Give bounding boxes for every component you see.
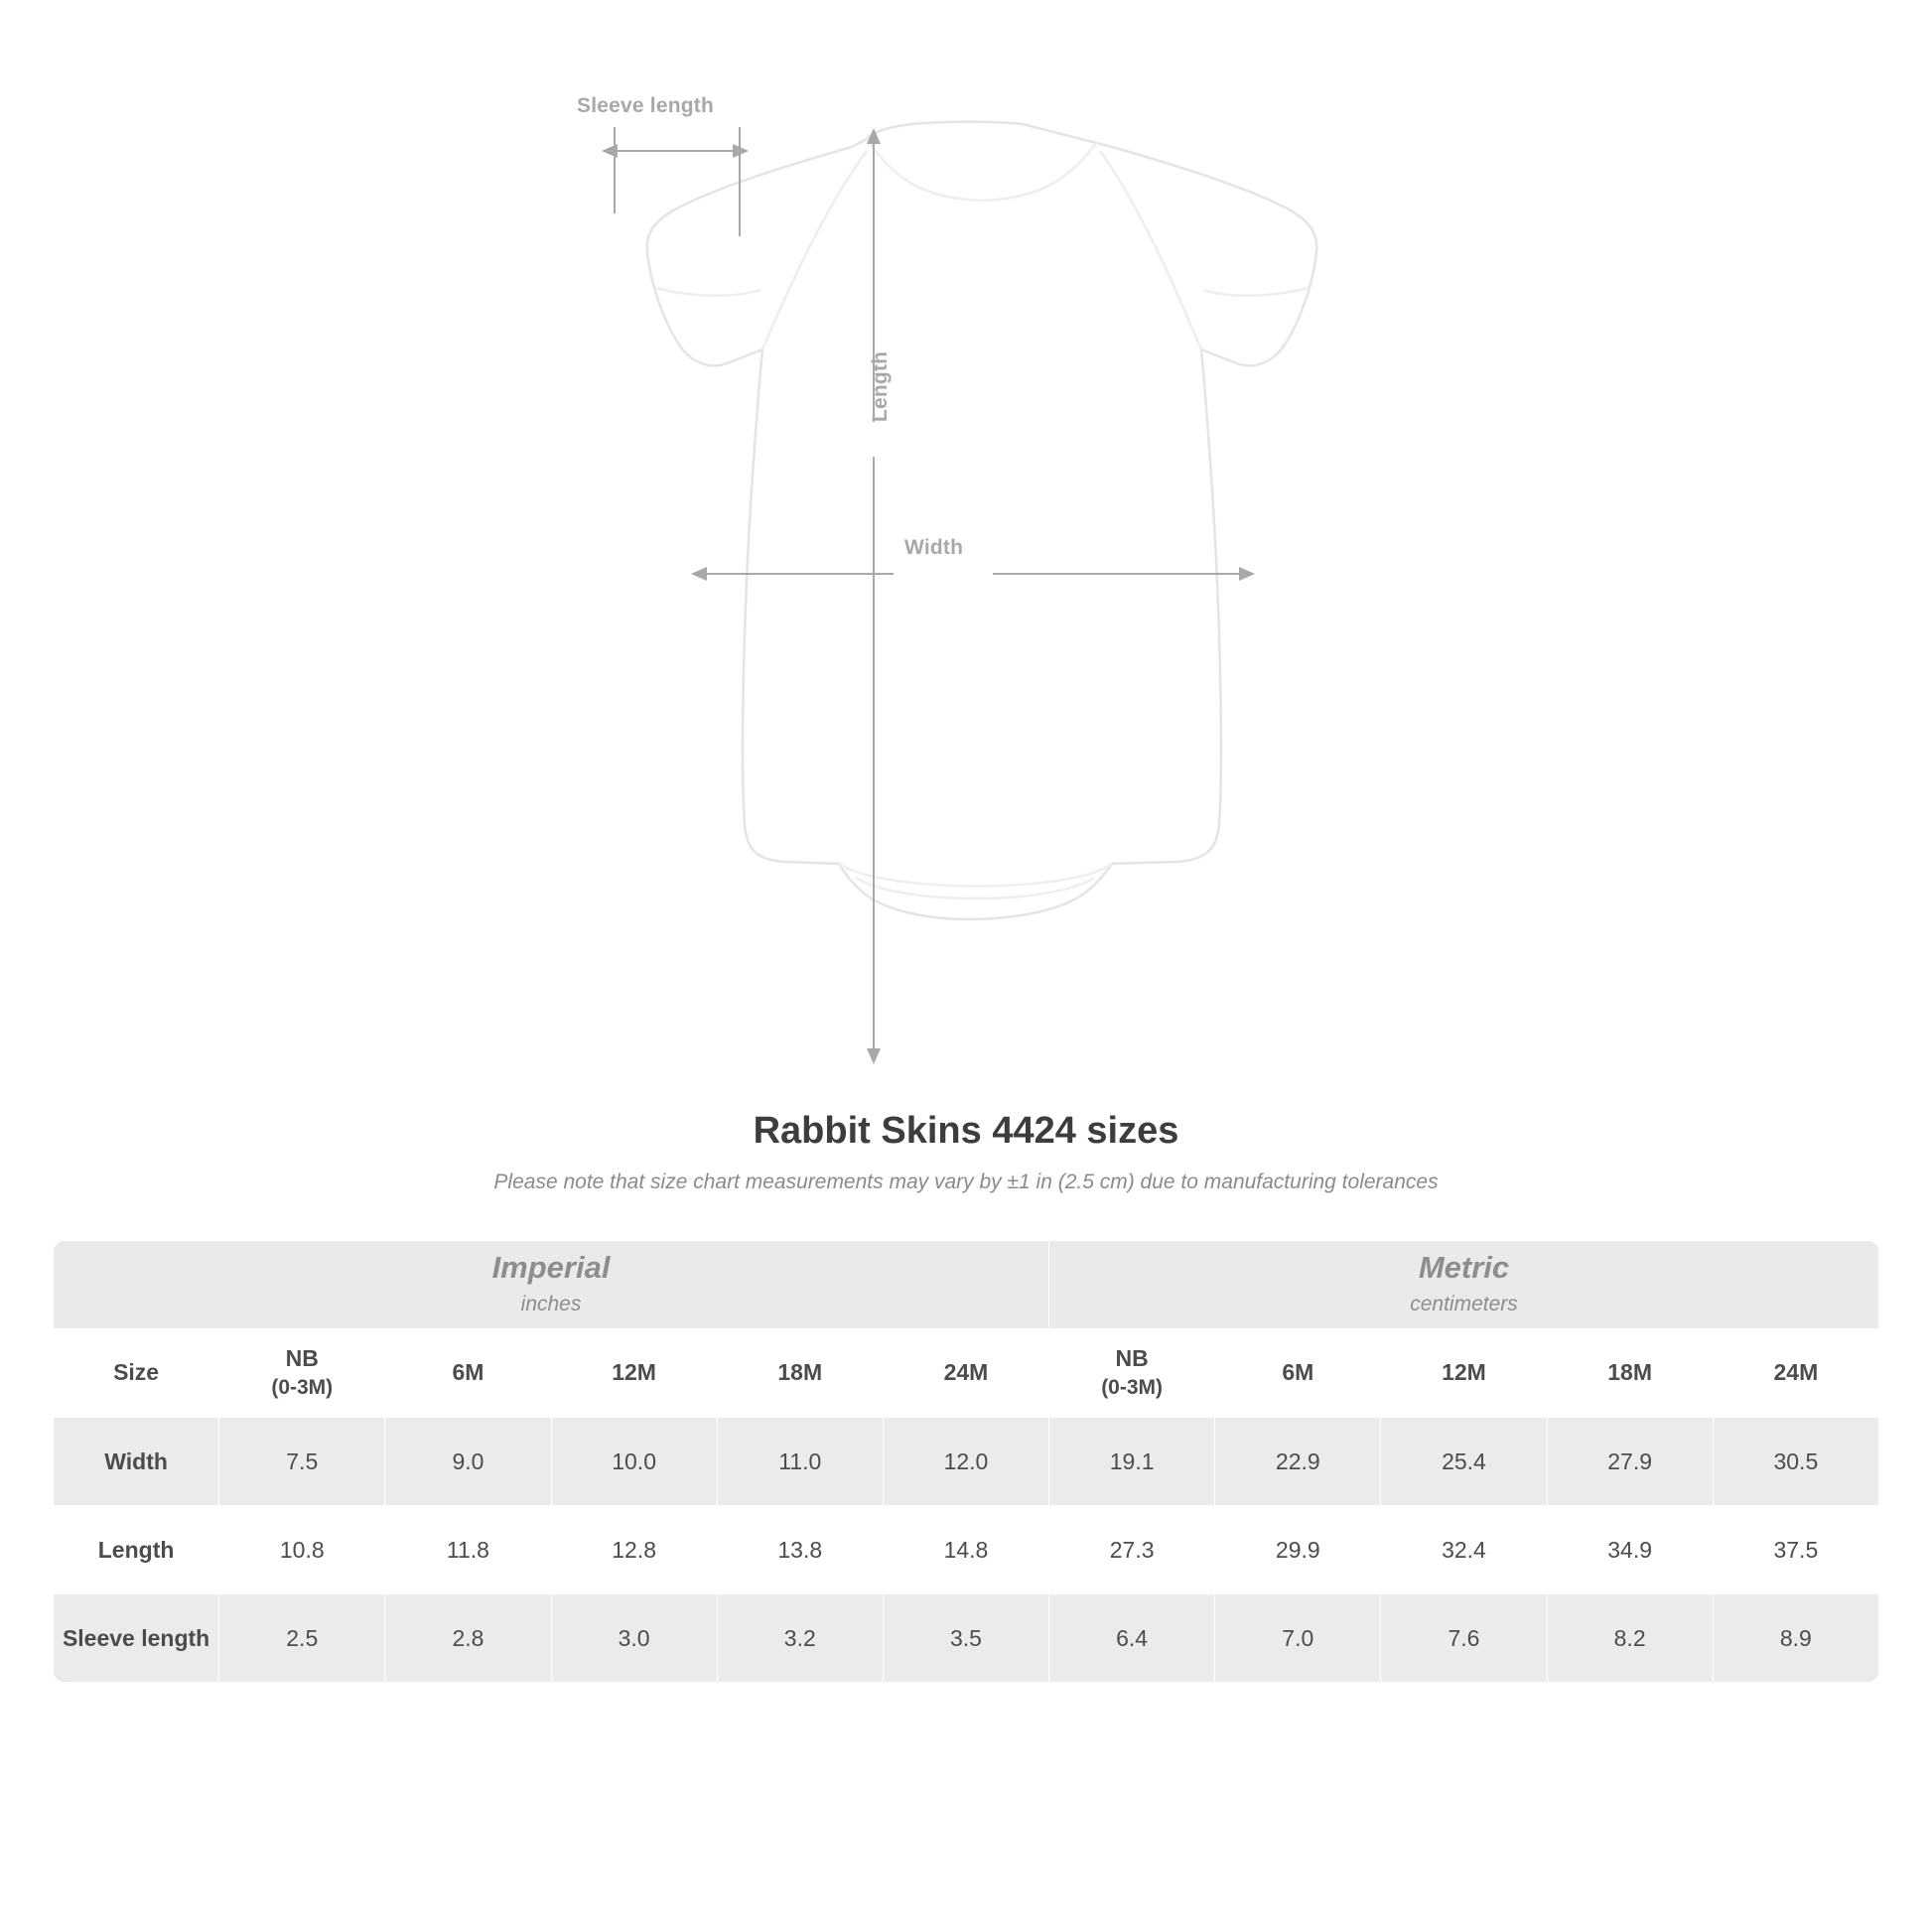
bodysuit-outline (647, 122, 1317, 919)
cell-width-8: 27.9 (1547, 1418, 1713, 1506)
cell-sleeve-0: 2.5 (219, 1594, 385, 1683)
cell-length-8: 34.9 (1547, 1506, 1713, 1594)
cell-length-0: 10.8 (219, 1506, 385, 1594)
header-col-5-sub: (0-3M) (1101, 1376, 1164, 1400)
header-col-2: 12M (551, 1329, 717, 1418)
unit-group-imperial (54, 1241, 1049, 1329)
cell-sleeve-8: 8.2 (1547, 1594, 1713, 1683)
unit-header-row (54, 1241, 1879, 1329)
page-title: Rabbit Skins 4424 sizes (753, 1110, 1179, 1152)
cell-width-0: 7.5 (219, 1418, 385, 1506)
header-col-5 (1049, 1329, 1215, 1418)
header-col-5-label: NB (1115, 1345, 1149, 1372)
header-col-0 (219, 1329, 385, 1418)
header-col-3: 18M (717, 1329, 883, 1418)
cell-width-6: 22.9 (1215, 1418, 1381, 1506)
cell-sleeve-4: 3.5 (883, 1594, 1048, 1683)
cell-sleeve-3: 3.2 (717, 1594, 883, 1683)
header-size: Size (54, 1329, 219, 1418)
cell-width-9: 30.5 (1713, 1418, 1878, 1506)
sleeve-length-label: Sleeve length (577, 94, 714, 117)
unit-group-imperial-sub: inches (520, 1292, 582, 1315)
cell-width-1: 9.0 (385, 1418, 551, 1506)
table-row (54, 1506, 1879, 1594)
cell-length-2: 12.8 (551, 1506, 717, 1594)
width-label: Width (904, 536, 964, 559)
cell-length-9: 37.5 (1713, 1506, 1878, 1594)
size-table (53, 1240, 1879, 1683)
row-label-sleeve-length: Sleeve length (54, 1594, 219, 1683)
unit-group-metric-sub: centimeters (1410, 1292, 1518, 1315)
column-header-row (54, 1329, 1879, 1418)
header-col-6: 6M (1215, 1329, 1381, 1418)
cell-length-1: 11.8 (385, 1506, 551, 1594)
unit-group-metric (1049, 1241, 1879, 1329)
length-label: Length (869, 350, 892, 422)
header-col-8: 18M (1547, 1329, 1713, 1418)
cell-width-5: 19.1 (1049, 1418, 1215, 1506)
cell-length-6: 29.9 (1215, 1506, 1381, 1594)
table-row (54, 1594, 1879, 1683)
cell-sleeve-7: 7.6 (1381, 1594, 1547, 1683)
cell-length-5: 27.3 (1049, 1506, 1215, 1594)
header-col-9: 24M (1713, 1329, 1878, 1418)
cell-length-3: 13.8 (717, 1506, 883, 1594)
header-col-1: 6M (385, 1329, 551, 1418)
cell-sleeve-9: 8.9 (1713, 1594, 1878, 1683)
row-label-width: Width (54, 1418, 219, 1506)
cell-sleeve-2: 3.0 (551, 1594, 717, 1683)
unit-group-imperial-name: Imperial (491, 1249, 611, 1285)
header-col-7: 12M (1381, 1329, 1547, 1418)
unit-group-metric-name: Metric (1418, 1249, 1510, 1285)
cell-width-3: 11.0 (717, 1418, 883, 1506)
title-block (0, 1110, 1932, 1194)
size-table-wrap (53, 1240, 1879, 1683)
header-col-4: 24M (883, 1329, 1048, 1418)
cell-sleeve-1: 2.8 (385, 1594, 551, 1683)
cell-width-2: 10.0 (551, 1418, 717, 1506)
header-col-0-sub: (0-3M) (271, 1376, 334, 1400)
cell-width-7: 25.4 (1381, 1418, 1547, 1506)
cell-width-4: 12.0 (883, 1418, 1048, 1506)
header-col-0-label: NB (285, 1345, 319, 1372)
cell-length-7: 32.4 (1381, 1506, 1547, 1594)
table-row (54, 1418, 1879, 1506)
cell-sleeve-6: 7.0 (1215, 1594, 1381, 1683)
tolerance-note: Please note that size chart measurements may vary by ±1 in (2.5 cm) due to manufacturing tolerances (493, 1171, 1439, 1193)
cell-sleeve-5: 6.4 (1049, 1594, 1215, 1683)
cell-length-4: 14.8 (883, 1506, 1048, 1594)
row-label-length: Length (54, 1506, 219, 1594)
